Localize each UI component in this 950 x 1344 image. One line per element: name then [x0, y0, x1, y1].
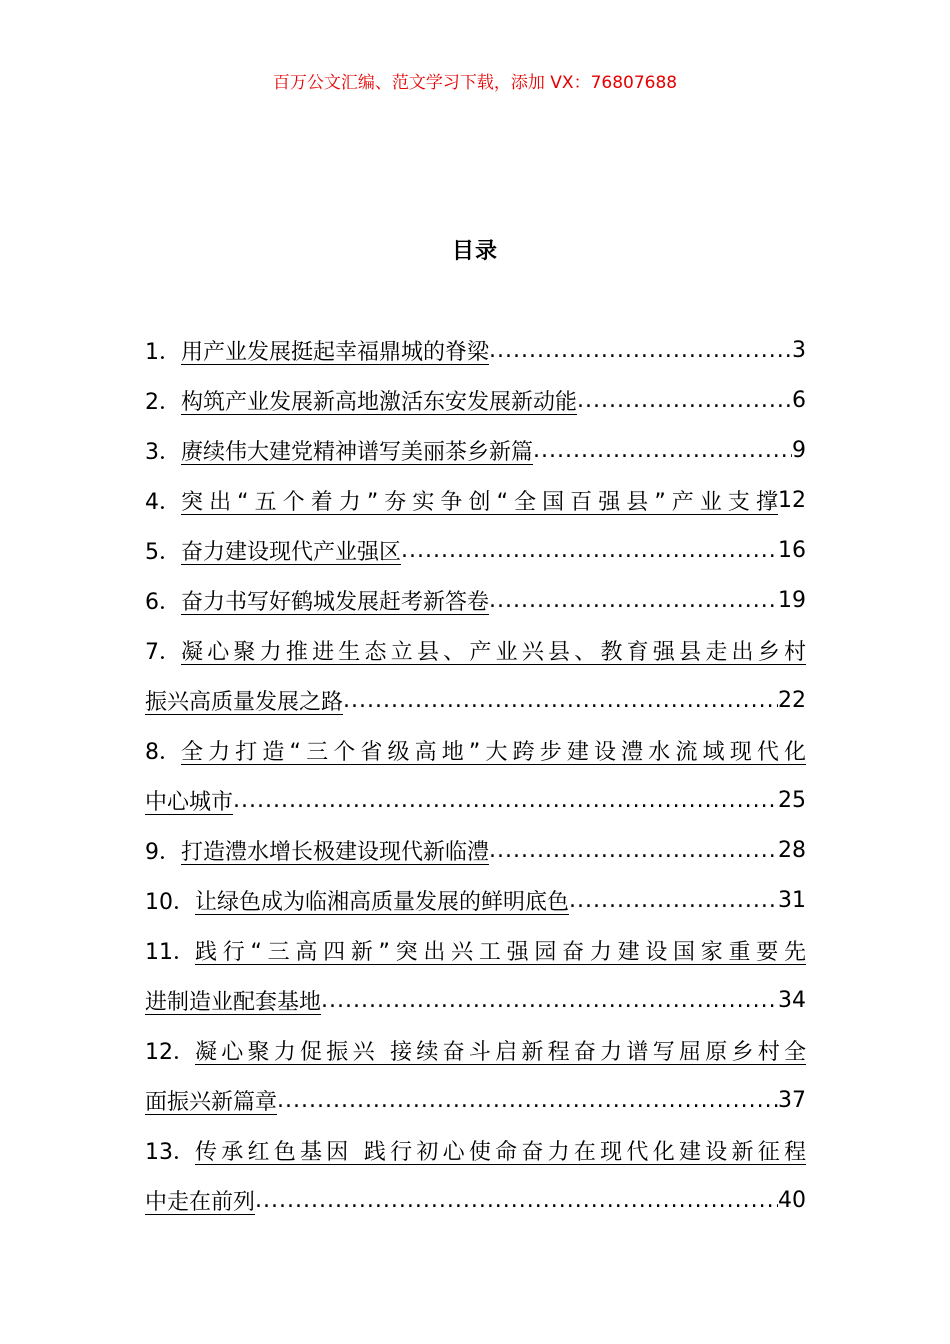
- toc-entry-5[interactable]: [145, 525, 806, 575]
- toc-entry-12[interactable]: [145, 1025, 806, 1075]
- toc-entry-4[interactable]: [145, 475, 806, 525]
- toc-entry-13-continued[interactable]: [145, 1175, 806, 1225]
- toc-entry-number: 10．: [145, 889, 195, 915]
- toc-entry-number: 9．: [145, 839, 181, 865]
- toc-entry-1[interactable]: [145, 325, 806, 375]
- toc-entry-title[interactable]: 构筑产业发展新高地激活东安发展新动能: [181, 389, 578, 415]
- toc-page-number: 6: [792, 387, 806, 413]
- toc-entry-12-continued[interactable]: [145, 1075, 806, 1125]
- toc-page-number: 40: [778, 1187, 806, 1213]
- toc-entry-title[interactable]: 奋力建设现代产业强区: [181, 539, 402, 565]
- toc-page-number: 28: [778, 837, 806, 863]
- toc-leader-dots: [489, 588, 778, 613]
- toc-entry-number: 13．: [145, 1139, 195, 1165]
- toc-leader-dots: [277, 1088, 778, 1113]
- toc-entry-8[interactable]: [145, 725, 806, 775]
- toc-leader-dots: [401, 538, 778, 563]
- toc-entry-title[interactable]: 打造澧水增长极建设现代新临澧: [181, 839, 490, 865]
- toc-entry-title[interactable]: 凝心聚力推进生态立县、产业兴县、教育强县走出乡村: [181, 639, 806, 665]
- toc-entry-title[interactable]: 中走在前列: [145, 1189, 256, 1215]
- toc-entry-9[interactable]: [145, 825, 806, 875]
- toc-page-number: 19: [778, 587, 806, 613]
- toc-page-number: 37: [778, 1087, 806, 1113]
- toc-entry-title[interactable]: 让绿色成为临湘高质量发展的鲜明底色: [195, 889, 570, 915]
- toc-entry-title[interactable]: 传承红色基因 践行初心使命奋力在现代化建设新征程: [195, 1139, 806, 1165]
- toc-entry-11-continued[interactable]: [145, 975, 806, 1025]
- toc-entry-10[interactable]: [145, 875, 806, 925]
- toc-entry-number: 4．: [145, 489, 181, 515]
- page-title: 目录: [451, 239, 498, 264]
- toc-page-number: 16: [778, 537, 806, 563]
- toc-leader-dots: [577, 388, 792, 413]
- toc-entry-title[interactable]: 进制造业配套基地: [145, 989, 322, 1015]
- toc-leader-dots: [489, 838, 778, 863]
- toc-entry-title[interactable]: 凝心聚力促振兴 接续奋斗启新程奋力谱写屈原乡村全: [195, 1039, 806, 1065]
- toc-page-number: 22: [778, 687, 806, 713]
- toc-page-number: 25: [778, 787, 806, 813]
- toc-entry-number: 6．: [145, 589, 181, 615]
- toc-leader-dots: [321, 988, 778, 1013]
- toc-entry-title[interactable]: 全力打造“三个省级高地”大跨步建设澧水流域现代化: [181, 739, 806, 765]
- toc-entry-title[interactable]: 中心城市: [145, 789, 234, 815]
- toc-entry-2[interactable]: [145, 375, 806, 425]
- toc-entry-number: 5．: [145, 539, 181, 565]
- toc-page-number: 31: [778, 887, 806, 913]
- toc-entry-title[interactable]: 面振兴新篇章: [145, 1089, 278, 1115]
- toc-leader-dots: [233, 788, 778, 813]
- toc-entry-13[interactable]: [145, 1125, 806, 1175]
- toc-entry-8-continued[interactable]: [145, 775, 806, 825]
- toc-entry-3[interactable]: [145, 425, 806, 475]
- toc-entry-11[interactable]: [145, 925, 806, 975]
- table-of-contents: [145, 325, 806, 1225]
- toc-page-number: 9: [792, 437, 806, 463]
- toc-entry-title[interactable]: 践行“三高四新”突出兴工强园奋力建设国家重要先: [195, 939, 806, 965]
- toc-entry-number: 12．: [145, 1039, 195, 1065]
- toc-entry-7[interactable]: [145, 625, 806, 675]
- toc-entry-number: 1．: [145, 339, 181, 365]
- toc-entry-title[interactable]: 突出“五个着力”夯实争创“全国百强县”产业支撑: [181, 489, 778, 515]
- toc-leader-dots: [533, 438, 792, 463]
- toc-entry-title[interactable]: 用产业发展挺起幸福鼎城的脊梁: [181, 339, 490, 365]
- watermark-header: 百万公文汇编、范文学习下载，添加 VX：76807688: [272, 73, 678, 93]
- toc-page-number: 12: [778, 487, 806, 513]
- toc-page-number: 3: [792, 337, 806, 363]
- toc-entry-7-continued[interactable]: [145, 675, 806, 725]
- toc-entry-number: 7．: [145, 639, 181, 665]
- toc-entry-title[interactable]: 赓续伟大建党精神谱写美丽茶乡新篇: [181, 439, 534, 465]
- toc-page-number: 34: [778, 987, 806, 1013]
- toc-entry-number: 2．: [145, 389, 181, 415]
- toc-entry-title[interactable]: 振兴高质量发展之路: [145, 689, 344, 715]
- toc-entry-number: 11．: [145, 939, 195, 965]
- toc-entry-title[interactable]: 奋力书写好鹤城发展赶考新答卷: [181, 589, 490, 615]
- toc-leader-dots: [255, 1188, 778, 1213]
- toc-entry-number: 3．: [145, 439, 181, 465]
- toc-entry-6[interactable]: [145, 575, 806, 625]
- toc-leader-dots: [489, 338, 792, 363]
- toc-leader-dots: [569, 888, 778, 913]
- toc-entry-number: 8．: [145, 739, 181, 765]
- toc-leader-dots: [343, 688, 778, 713]
